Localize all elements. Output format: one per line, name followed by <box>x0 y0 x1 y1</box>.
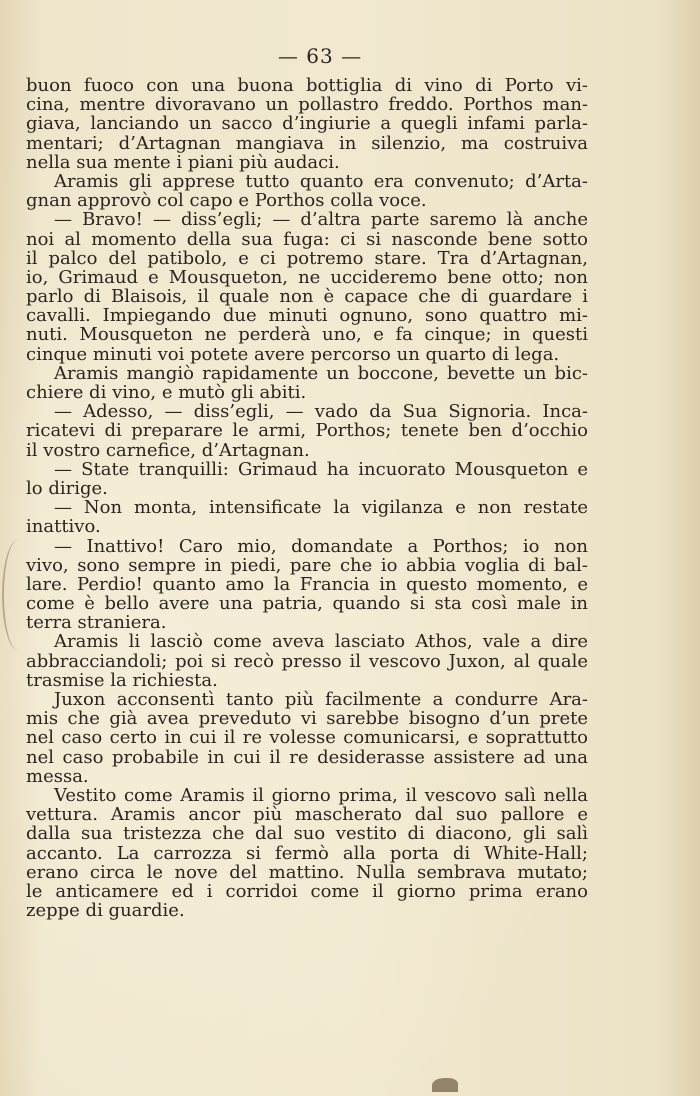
text-line: nuti. Mousqueton ne perderà uno, e fa cinque; in questi <box>26 324 588 346</box>
text-line: — State tranquilli: Grimaud ha incuorato Mousqueton e <box>54 458 588 480</box>
text-line: giava, lanciando un sacco d’ingiurie a quegli infami parla- <box>26 113 588 135</box>
text-line: inattivo. <box>26 516 101 538</box>
text-line: Aramis mangiò rapidamente un boccone, bevette un bic- <box>54 362 588 384</box>
text-line: dalla sua tristezza che dal suo vestito di diacono, gli salì <box>26 823 588 845</box>
text-line: ricatevi di preparare le armi, Porthos; tenete ben d’occhio <box>26 420 588 442</box>
text-line: nel caso probabile in cui il re desiderasse assistere ad una <box>26 746 588 768</box>
ink-smudge <box>432 1078 458 1092</box>
text-line: chiere di vino, e mutò gli abiti. <box>26 382 307 403</box>
text-line: cavalli. Impiegando due minuti ognuno, sono quattro mi- <box>26 305 588 327</box>
text-line: Juxon acconsentì tanto più facilmente a condurre Ara- <box>54 689 588 710</box>
text-line: — Inattivo! Caro mio, domandate a Porthos; io non <box>54 535 588 557</box>
text-line: Vestito come Aramis il giorno prima, il vescovo salì nella <box>54 784 588 806</box>
text-line: vettura. Aramis ancor più mascherato dal suo pallore e <box>26 804 588 826</box>
page-number: — 63 — <box>277 44 363 68</box>
text-line: il vostro carnefice, d’Artagnan. <box>26 439 310 461</box>
text-line: — Bravo! — diss’egli; — d’altra parte saremo là anche <box>54 209 588 231</box>
text-line: gnan approvò col capo e Porthos colla voce. <box>26 190 427 212</box>
text-line: nel caso certo in cui il re volesse comunicarsi, e soprattutto <box>26 727 588 749</box>
text-line: nella sua mente i piani più audaci. <box>26 151 340 173</box>
text-line: Aramis li lasciò come aveva lasciato Athos, vale a dire <box>54 631 588 653</box>
text-line: come è bello avere una patria, quando si sta così male in <box>26 593 588 615</box>
body-text <box>26 76 588 920</box>
text-line: terra straniera. <box>26 612 167 634</box>
text-line: noi al momento della sua fuga: ci si nasconde bene sotto <box>26 228 588 250</box>
text-line: mentari; d’Artagnan mangiava in silenzio, ma costruiva <box>26 132 588 154</box>
text-line: abbracciandoli; poi si recò presso il vescovo Juxon, al quale <box>26 650 588 672</box>
text-line: le anticamere ed i corridoi come il giorno prima erano <box>26 880 588 902</box>
text-line: accanto. La carrozza si fermò alla porta di White-Hall; <box>26 842 588 864</box>
text-line: erano circa le nove del mattino. Nulla sembrava mutato; <box>26 861 588 883</box>
text-line: zeppe di guardie. <box>26 900 185 922</box>
text-line: cinque minuti voi potete avere percorso un quarto di lega. <box>26 343 560 365</box>
text-line: cina, mentre divoravano un pollastro freddo. Porthos man- <box>26 94 588 116</box>
text-line: buon fuoco con una buona bottiglia di vino di Porto vi- <box>26 75 588 96</box>
text-line: — Adesso, — diss’egli, — vado da Sua Signoria. Inca- <box>54 401 588 423</box>
text-line: lo dirige. <box>26 477 108 499</box>
text-line: il palco del patibolo, e ci potremo stare. Tra d’Artagnan, <box>26 247 588 269</box>
text-line: — Non monta, intensificate la vigilanza e non restate <box>54 497 588 519</box>
text-line: messa. <box>26 765 89 787</box>
text-line: io, Grimaud e Mousqueton, ne uccideremo bene otto; non <box>26 266 588 288</box>
text-line: parlo di Blaisois, il quale non è capace che di guardare i <box>26 286 588 308</box>
text-line: vivo, sono sempre in piedi, pare che io abbia voglia di bal- <box>26 554 588 576</box>
text-line: mis che già avea preveduto vi sarebbe bisogno d’un prete <box>26 708 588 730</box>
text-line: lare. Perdio! quanto amo la Francia in questo momento, e <box>26 573 588 595</box>
text-line: Aramis gli apprese tutto quanto era convenuto; d’Arta- <box>54 170 588 192</box>
text-line: trasmise la richiesta. <box>26 669 218 691</box>
